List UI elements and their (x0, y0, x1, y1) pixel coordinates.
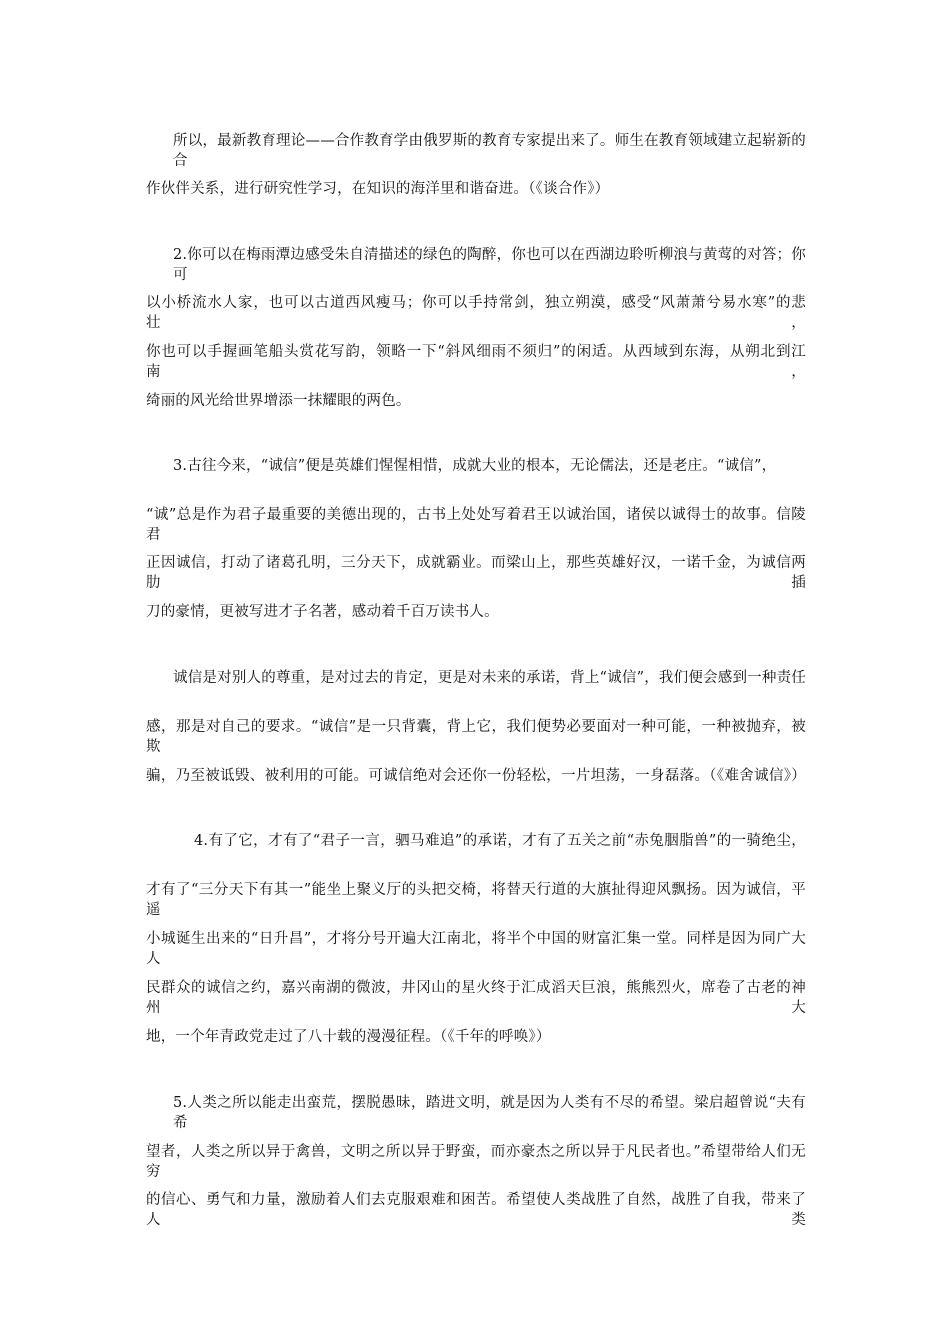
paragraph-6-line-2: 望者，人类之所以异于禽兽，文明之所以异于野蛮，而亦豪杰之所以异于凡民者也。”希望带给人们无穷 (146, 1144, 806, 1180)
paragraph-6-line-3: 的信心、勇气和力量，激励着人们去克服艰难和困苦。希望使人类战胜了自然，战胜了自我，带来了人类 (146, 1192, 806, 1228)
paragraph-5-line-1: 4.有了它，才有了“君子一言，驷马难追”的承诺，才有了五关之前“赤兔胭脂兽”的一骑绝尘， (194, 833, 806, 849)
paragraph-2-line-2: 以小桥流水人家，也可以古道西风瘦马；你可以手持常剑，独立朔漠，感受“风萧萧兮易水寒”的悲壮， (146, 295, 806, 331)
paragraph-5-line-3: 小城诞生出来的“日升昌”，才将分号开遍大江南北，将半个中国的财富汇集一堂。同样是因为同广大人 (146, 931, 806, 967)
paragraph-5-line-5: 地，一个年青政党走过了八十载的漫漫征程。（《千年的呼唤》） (146, 1029, 551, 1045)
paragraph-3-line-3: 正因诚信，打动了诸葛孔明，三分天下，成就霸业。而梁山上，那些英雄好汉，一诺千金，为诚信两肋插 (146, 555, 806, 591)
paragraph-6-line-1: 5.人类之所以能走出蛮荒，摆脱愚昧，踏进文明，就是因为人类有不尽的希望。梁启超曾说“夫有希 (173, 1095, 806, 1131)
paragraph-4-line-2: 感，那是对自己的要求。“诚信”是一只背囊，背上它，我们便势必要面对一种可能，一种被抛弃，被欺 (146, 719, 806, 755)
paragraph-3-line-2: “诚”总是作为君子最重要的美德出现的，古书上处处写着君王以诚治国，诸侯以诚得士的故事。信陵君 (146, 507, 806, 543)
paragraph-2-line-4: 绮丽的风光给世界增添一抹耀眼的两色。 (146, 393, 411, 409)
paragraph-4-line-3: 骗，乃至被诋毁、被利用的可能。可诚信绝对会还你一份轻松，一片坦荡，一身磊落。（《难舍诚信》） (146, 768, 806, 784)
paragraph-2-line-3: 你也可以手握画笔船头赏花写韵，领略一下“斜风细雨不须归”的闲适。从西域到东海，从朔北到江南， (146, 344, 806, 380)
paragraph-4-line-1: 诚信是对别人的尊重，是对过去的肯定，更是对未来的承诺，背上“诚信”，我们便会感到一种责任 (173, 670, 806, 686)
paragraph-1-line-2: 作伙伴关系，进行研究性学习，在知识的海洋里和谐奋进。（《谈合作》） (146, 181, 610, 197)
paragraph-3-line-1: 3.古往今来，“诚信”便是英雄们惺惺相惜，成就大业的根本，无论儒法，还是老庄。“诚信”， (173, 458, 777, 474)
paragraph-5-line-2: 才有了“三分天下有其一”能坐上聚义厅的头把交椅，将替天行道的大旗扯得迎风飘扬。因为诚信，平遥 (146, 882, 806, 918)
paragraph-3-line-4: 刀的豪情，更被写进才子名著，感动着千百万读书人。 (146, 604, 499, 620)
paragraph-1-line-1: 所以，最新教育理论——合作教育学由俄罗斯的教育专家提出来了。师生在教育领域建立起崭新的合 (173, 133, 806, 169)
paragraph-2-line-1: 2.你可以在梅雨潭边感受朱自清描述的绿色的陶醉，你也可以在西湖边聆听柳浪与黄莺的对答；你可 (173, 247, 806, 283)
paragraph-5-line-4: 民群众的诚信之约，嘉兴南湖的微波，井冈山的星火终于汇成滔天巨浪，熊熊烈火，席卷了古老的神州大 (146, 980, 806, 1016)
